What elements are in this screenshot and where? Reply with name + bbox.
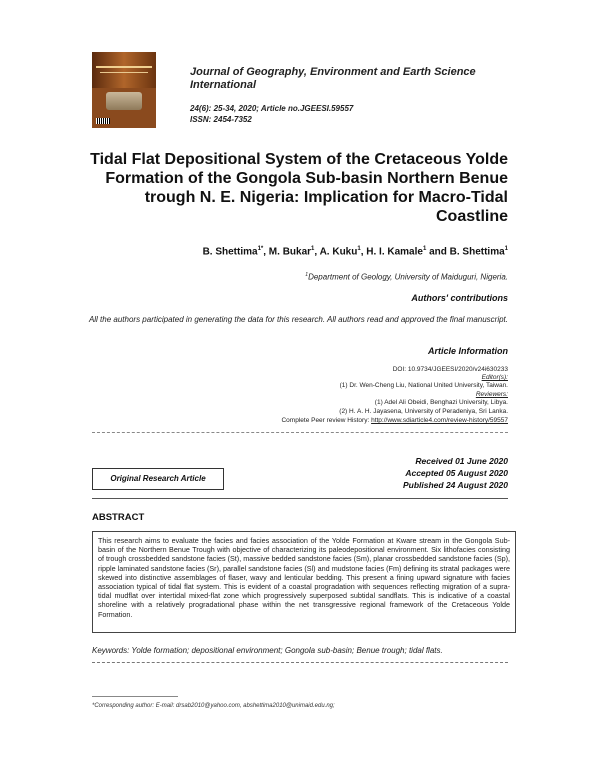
affiliation-sup: 1 [305,272,309,278]
author-name: B. Shettima [202,246,258,258]
author-sup: 1* [257,246,264,252]
affiliation-text: Department of Geology, University of Maiduguri, Nigeria. [308,272,508,282]
author-name: , A. Kuku [314,246,358,258]
author-sup: 1 [504,246,508,252]
doi: DOI: 10.9734/JGEESI/2020/v24i630233 [392,366,508,373]
author-name: , H. I. Kamale [360,246,423,258]
divider [92,498,508,499]
received-date: Received 01 June 2020 [415,456,508,466]
journal-cover-image [92,52,156,128]
affiliation [305,272,508,282]
volume-line: 24(6): 25-34, 2020; Article no.JGEESI.59557 [190,104,354,113]
abstract-text: This research aims to evaluate the facies and facies association of the Yolde Formation at Kware stream in the Gongola Sub-basin of the Northern Benue Trough with objective of characterizing its paleodepositional environment. Six lithofacies consisting of trough crossbedded sandstone facies (St), massive bedded sandstone facies (Sm), planar crossbedded sandstone facies (Sp), ripple laminated sandstone facies (Sr), parallel sandstone facies (Sl) and mudstone facies (Fm) defining its stratal packages were skewed into distinctive assemblages of flaser, wavy and lenticular bedding. This present a fining upward signature with facies association typical of tidal flat system. This is evident of a coastal progradation with sequences reflecting migration of a supra-tidal mudflat over intertidal mixed-flat zone which progressively superposed subtidal sandflats. This is indicative of a coastal shoreline with a relatively progradational phase within the net transgressive regional framework of the Cretaceous Yolde Formation. [98,536,510,619]
paper-title: Tidal Flat Depositional System of the Cretaceous Yolde Formation of the Gongola Sub-basin Northern Benue trough N. E. Nigeria: Implication for Macro-Tidal Coastline [90,151,508,225]
review-history-link[interactable]: http://www.sdiarticle4.com/review-history/59557 [371,417,508,424]
reviewers-label: Reviewers: [475,391,508,398]
abstract-box [92,531,516,633]
corresponding-author-footnote: *Corresponding author: E-mail: drsab2010@yahoo.com, abshettima2010@unimaid.edu.ng; [92,703,335,709]
issn: ISSN: 2454-7352 [190,115,252,124]
article-type: Original Research Article [110,474,206,483]
author-name: and B. Shettima [426,246,505,258]
editors-label: Editor(s): [481,374,508,381]
contributions-text: All the authors participated in generating the data for this research. All authors read and approved the final manuscript. [88,315,508,324]
journal-name: Journal of Geography, Environment and Earth Science International [190,66,476,91]
author-sup: 1 [422,246,427,252]
author-sup: 1 [357,246,361,252]
review-history [178,417,508,424]
abstract-heading: ABSTRACT [92,512,145,523]
contributions-heading: Authors' contributions [411,293,508,303]
keywords: Keywords: Yolde formation; depositional environment; Gongola sub-basin; Benue trough; tidal flats. [92,646,443,655]
author-list [203,246,508,257]
divider [92,432,508,433]
author-sup: 1 [311,246,315,252]
accepted-date: Accepted 05 August 2020 [405,468,508,478]
article-info-heading: Article Information [427,346,508,356]
author-name: , M. Bukar [263,246,312,258]
reviewer-entry: (1) Adel Ali Obeidi, Benghazi University, Libya. [374,399,508,406]
published-date: Published 24 August 2020 [402,480,508,490]
review-history-label: Complete Peer review History: [281,417,372,424]
reviewer-entry: (2) H. A. H. Jayasena, University of Peradeniya, Sri Lanka. [339,408,508,415]
footnote-divider [92,696,178,697]
editor-entry: (1) Dr. Wen-Cheng Liu, National United University, Taiwan. [339,382,508,389]
divider [92,662,508,663]
